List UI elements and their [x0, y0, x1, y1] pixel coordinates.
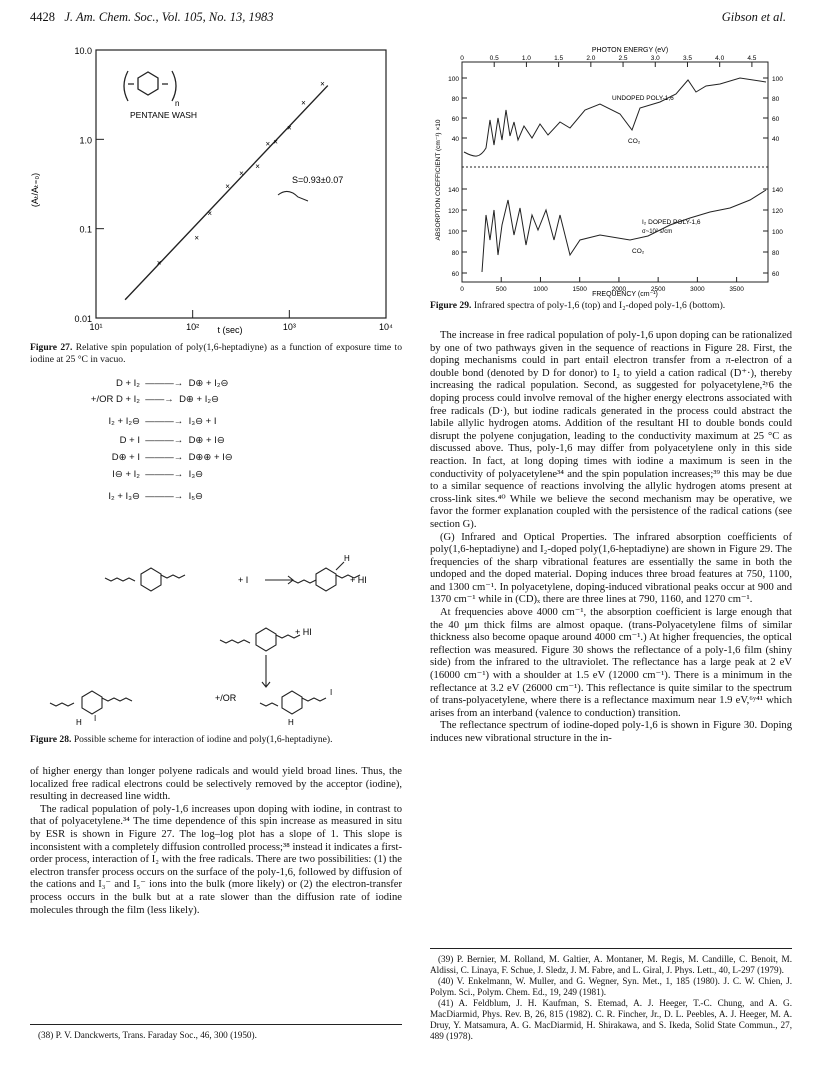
reaction-arrow: ———→: [145, 435, 184, 446]
h-atom-3: H: [288, 718, 294, 725]
doped-label: I₂ DOPED POLY-1,6: [642, 219, 701, 226]
top-tick-label: 3.5: [682, 55, 692, 62]
x-axis-label: t (sec): [217, 325, 243, 335]
figure-27-chart: [30, 40, 410, 340]
caption-label: Figure 28.: [30, 734, 72, 745]
top-tick-label: 1.0: [521, 55, 531, 62]
left-column-text: [30, 766, 402, 917]
bottom-tick-label: 0: [460, 286, 464, 293]
data-point: ×: [225, 182, 230, 192]
figure-29-chart: [420, 40, 790, 298]
paragraph: The increase in free radical population of poly-1,6 upon doping can be rationalized by one of two pathways given in the sequence of reactions in Figure 28. First, the doping mechanisms could in part entail electron transfer from a π-electron of a double bond (denoted by D for donor) to I₂ to yield a cation radical (D⁺·), thereby increasing the radical population. Second, as suggested for polyacetylene,²ʸ6 the doping process could involve removal of the higher energy electrons associated with free radicals (D·), but iodine radicals generated in the process could abstract the labile allylic hydrogen atoms. Addition of the resultant HI to double bonds could disrupt the polyene conjugation, leading to the conductivity maximum at 25 °C as discussed above. Thus, poly-1,6 may differ from polyacetylene only in this side reaction. In fact, at long doping times with iodine a maximum is seen in the conductivity of polyacetylene³⁴ and the spin population increases;³⁹ this may be due to a similar sequence of reactions involving the allylic hydrogen atoms present at cross-link sites.⁴⁰ While we believe the second mechanism may be operative, we favor the former explanation coupled with the persistence of the radical cations (see section G).: [430, 330, 792, 530]
figure-29-caption: [430, 300, 790, 312]
i-atom-2: I: [330, 688, 333, 697]
reaction-arrow: ———→: [145, 378, 184, 389]
journal-citation: J. Am. Chem. Soc., Vol. 105, No. 13, 1983: [64, 10, 274, 24]
figure-27-caption: [30, 342, 402, 365]
data-point: ×: [286, 123, 292, 133]
h-atom-1: H: [344, 554, 350, 563]
products: I₃⊖ + I: [188, 416, 217, 427]
lower-tick-label: 100: [448, 229, 459, 236]
absorption-axis-label: ABSORPTION COEFFICIENT (cm⁻¹) ×10: [435, 119, 442, 241]
products: D⊕ + I₂⊖: [188, 378, 229, 389]
data-point: ×: [156, 258, 162, 268]
data-point: ×: [301, 98, 306, 108]
data-point: ×: [265, 139, 271, 149]
products: I₃⊖: [188, 469, 204, 480]
paragraph: of higher energy than longer polyene radicals and would yield broad lines. Thus, the localized free radical electrons could be selectively removed by the acceptor (iodine), resulting in decreased line width.: [30, 766, 402, 803]
reactants: I₂ + I₃⊖: [108, 491, 140, 502]
upper-tick-label: 100: [448, 76, 459, 83]
data-point: ×: [255, 162, 260, 172]
header-authors: Gibson et al.: [721, 10, 786, 24]
running-header: [30, 10, 274, 25]
plus-hi-label-2: + HI: [295, 627, 312, 637]
lower-tick-label: 120: [448, 208, 459, 215]
paragraph: The radical population of poly-1,6 increases upon doping with iodine, in contrast to that of polyacetylene.³⁴ The time dependence of this spin increase as measured in situ by ESR is shown in Figure 27. The log–log plot has a slope of 1. This slope is inconsistent with a completely diffusion controlled process;³⁸ instead it indicates a first-order process, interaction of I₂ with the free radicals. There are two possibilities: (1) the electron transfer process occurs on the surface of the poly-1,6, followed by diffusion of the cations and I₃⁻ and I₅⁻ ions into the bulk (more likely) or (2) the electron-transfer process occurs in the bulk but at a rate slower than the diffusion rate of iodine molecules through the film (less likely).: [30, 803, 402, 916]
reaction-row: [60, 435, 225, 446]
top-tick-label: 3.0: [650, 55, 660, 62]
data-point: ×: [194, 233, 200, 243]
bottom-tick-label: 1000: [533, 286, 548, 293]
x-tick-label: 10³: [282, 322, 296, 332]
reaction-row: [60, 491, 203, 502]
top-axis-title: PHOTON ENERGY (eV): [591, 47, 669, 54]
reaction-arrow: ———→: [145, 452, 184, 463]
or-label: +/OR: [215, 693, 237, 703]
products: D⊕ + I₂⊖: [179, 394, 219, 405]
right-column-text: [430, 330, 792, 746]
reference-text: (38) P. V. Danckwerts, Trans. Faraday Soc., 46, 300 (1950).: [38, 1030, 257, 1040]
reactants: +/OR D + I₂: [90, 394, 140, 405]
reference-entry: (39) P. Bernier, M. Rolland, M. Galtier, A. Montaner, M. Regis, M. Candille, C. Benoit, M. Aldissi, C. Linaya, F. Schue, J. Sledz, J. M. Fabre, and L. Giral, J. Phys. Lett., 40, L-297 (1979).: [430, 954, 792, 975]
reaction-arrow: ———→: [145, 416, 184, 427]
top-tick-label: 0: [460, 55, 464, 62]
doped-conductivity: σ~10² s/cm: [642, 229, 673, 235]
x-tick-label: 10²: [186, 322, 200, 332]
footnote-rule-right: [430, 948, 792, 949]
reaction-row: [60, 394, 219, 405]
data-point: ×: [239, 168, 244, 178]
paragraph: The reflectance spectrum of iodine-doped poly-1,6 is shown in Figure 30. Doping induces new vibrational structure in the in-: [430, 720, 792, 744]
y-axis-label: (Aₜ/Aₜ₌₀): [30, 172, 40, 208]
footnote-rule: [30, 1024, 402, 1025]
upper-tick-label: 80: [451, 96, 459, 103]
figure-28-caption: [30, 734, 402, 746]
y-tick-label: 1.0: [79, 135, 92, 146]
i-atom-1: I: [94, 714, 97, 723]
doped-spectrum: [482, 190, 766, 272]
reaction-arrow: ———→: [145, 491, 184, 502]
lower-tick-label: 60: [772, 271, 780, 278]
slope-arrow: [278, 191, 308, 201]
upper-tick-label: 40: [772, 136, 780, 143]
reaction-row: [60, 416, 217, 427]
upper-tick-label: 80: [772, 96, 780, 103]
bottom-tick-label: 2000: [611, 286, 627, 293]
paragraph: (G) Infrared and Optical Properties. The infrared absorption coefficients of poly(1,6-heptadiyne) and I₂-doped poly(1,6-heptadiyne) are shown in Figure 29. The frequencies of the sharp vibrational features are essentially the same in both the undoped and the doped material. Doping induces three broad features at 750, 1100, and 1300 cm⁻¹. In polyacetylene, doping-induced vibrational peaks occur at 900 and 1370 cm⁻¹ while in (CD)ₓ there are three lines at 790, 1160, and 1270 cm⁻¹.: [430, 531, 792, 606]
top-tick-label: 2.0: [586, 55, 596, 62]
wash-label: PENTANE WASH: [130, 110, 198, 120]
x-tick-label: 10¹: [89, 322, 103, 332]
upper-tick-label: 40: [451, 136, 459, 143]
lower-tick-label: 100: [772, 229, 783, 236]
caption-text: Possible scheme for interaction of iodine and poly(1,6-heptadiyne).: [73, 734, 333, 745]
footnote-38: [30, 1030, 402, 1041]
y-tick-label: 10.0: [74, 46, 92, 56]
frequency-axis-label: FREQUENCY (cm⁻¹): [592, 291, 658, 298]
figure-28-scheme: [30, 525, 410, 725]
co2-label-1: CO₂: [628, 138, 641, 145]
plus-hi-label: + HI: [350, 575, 367, 585]
bottom-tick-label: 3500: [729, 286, 744, 293]
paragraph: At frequencies above 4000 cm⁻¹, the absorption coefficient is large enough that the 40 μm thick films are almost opaque. (trans-Polyacetylene films of similar thickness also become opaque around 4000 cm⁻¹.) At higher frequencies, the optical reflection was measured. Figure 30 shows the reflectance of a poly-1,6 film (shiny side) from the infrared to the ultraviolet. The reflectance has a large peak at 2 eV (16000 cm⁻¹) with a shoulder at 1.5 eV (12000 cm⁻¹). There is a minimum in the reflectance at 3.2 eV (26000 cm⁻¹). This reflectance is quite similar to the spectrum of trans-polyacetylene, where there is a reflectance maximum near 1.9 eV,⁶ʸ⁴¹ which arises from an interband (valence to conduction) transition.: [430, 607, 792, 719]
data-point: ×: [320, 79, 325, 89]
caption-text: Infrared spectra of poly-1,6 (top) and I₂-doped poly-1,6 (bottom).: [473, 300, 726, 311]
lower-tick-label: 140: [448, 187, 459, 194]
products: I₅⊖: [188, 491, 203, 502]
plus-i-label: + I: [238, 575, 249, 585]
h-atom-2: H: [76, 718, 82, 725]
x-tick-label: 10⁴: [379, 322, 393, 332]
lower-tick-label: 60: [451, 271, 459, 278]
top-tick-label: 4.0: [715, 55, 725, 62]
lower-tick-label: 80: [451, 250, 459, 257]
lower-tick-label: 140: [772, 187, 783, 194]
undoped-label: UNDOPED POLY-1,6: [612, 95, 674, 102]
bottom-tick-label: 2500: [650, 286, 666, 293]
footnotes-right: [430, 954, 792, 1042]
lower-tick-label: 80: [772, 250, 780, 257]
caption-text: Relative spin population of poly(1,6-heptadiyne) as a function of exposure time to iodine at 25 °C in vacuo.: [30, 342, 402, 365]
products: D⊕ + I⊖: [188, 435, 225, 446]
reactants: D⊕ + I: [111, 452, 140, 463]
y-tick-label: 0.01: [74, 314, 92, 324]
upper-tick-label: 60: [772, 116, 780, 123]
bottom-tick-label: 1500: [572, 286, 587, 293]
data-point: ×: [207, 208, 213, 218]
reactants: I⊖ + I₂: [112, 469, 140, 480]
reactants: I₂ + I₂⊖: [108, 416, 140, 427]
reaction-row: [60, 378, 229, 389]
data-point: ×: [273, 137, 278, 147]
reaction-arrow: ———→: [145, 469, 184, 480]
co2-label-2: CO₂: [632, 248, 645, 255]
polymer-structure-icon: [124, 71, 176, 101]
figure-28-reactions: [60, 378, 390, 518]
page-number: 4428: [30, 10, 55, 24]
upper-tick-label: 60: [451, 116, 459, 123]
bottom-tick-label: 500: [495, 286, 507, 293]
slope-label: S=0.93±0.07: [292, 175, 344, 185]
reactants: D + I: [119, 435, 140, 446]
polymer-n: n: [175, 99, 180, 108]
caption-label: Figure 29.: [430, 300, 472, 311]
top-tick-label: 0.5: [489, 55, 499, 62]
reference-entry: (41) A. Feldblum, J. H. Kaufman, S. Etemad, A. J. Heeger, T.-C. Chung, and A. G. MacDiarmid, Phys. Rev. B, 26, 815 (1982). C. R. Fincher, Jr., D. L. Peebles, A. J. Heeger, M. A. Druy, Y. Matsamura, A. G. MacDiarmid, H. Shirakawa, and S. Ikeda, Solid State Commun., 27, 489 (1978).: [430, 998, 792, 1041]
y-tick-label: 0.1: [79, 224, 92, 235]
reaction-row: [60, 469, 203, 480]
top-tick-label: 2.5: [618, 55, 628, 62]
reactants: D + I₂: [115, 378, 140, 389]
undoped-spectrum: [464, 78, 766, 156]
top-tick-label: 1.5: [554, 55, 564, 62]
top-tick-label: 4.5: [747, 55, 757, 62]
reaction-row: [60, 452, 233, 463]
caption-label: Figure 27.: [30, 342, 73, 353]
bottom-tick-label: 3000: [690, 286, 705, 293]
reaction-arrow: ——→: [145, 394, 174, 405]
products: D⊕⊕ + I⊖: [188, 452, 233, 463]
lower-tick-label: 120: [772, 208, 783, 215]
upper-tick-label: 100: [772, 76, 783, 83]
reference-entry: (40) V. Enkelmann, W. Muller, and G. Wegner, Syn. Met., 1, 185 (1980). J. C. W. Chien, J. Polym. Sci., Polym. Chem. Ed., 19, 249 (1981).: [430, 976, 792, 997]
